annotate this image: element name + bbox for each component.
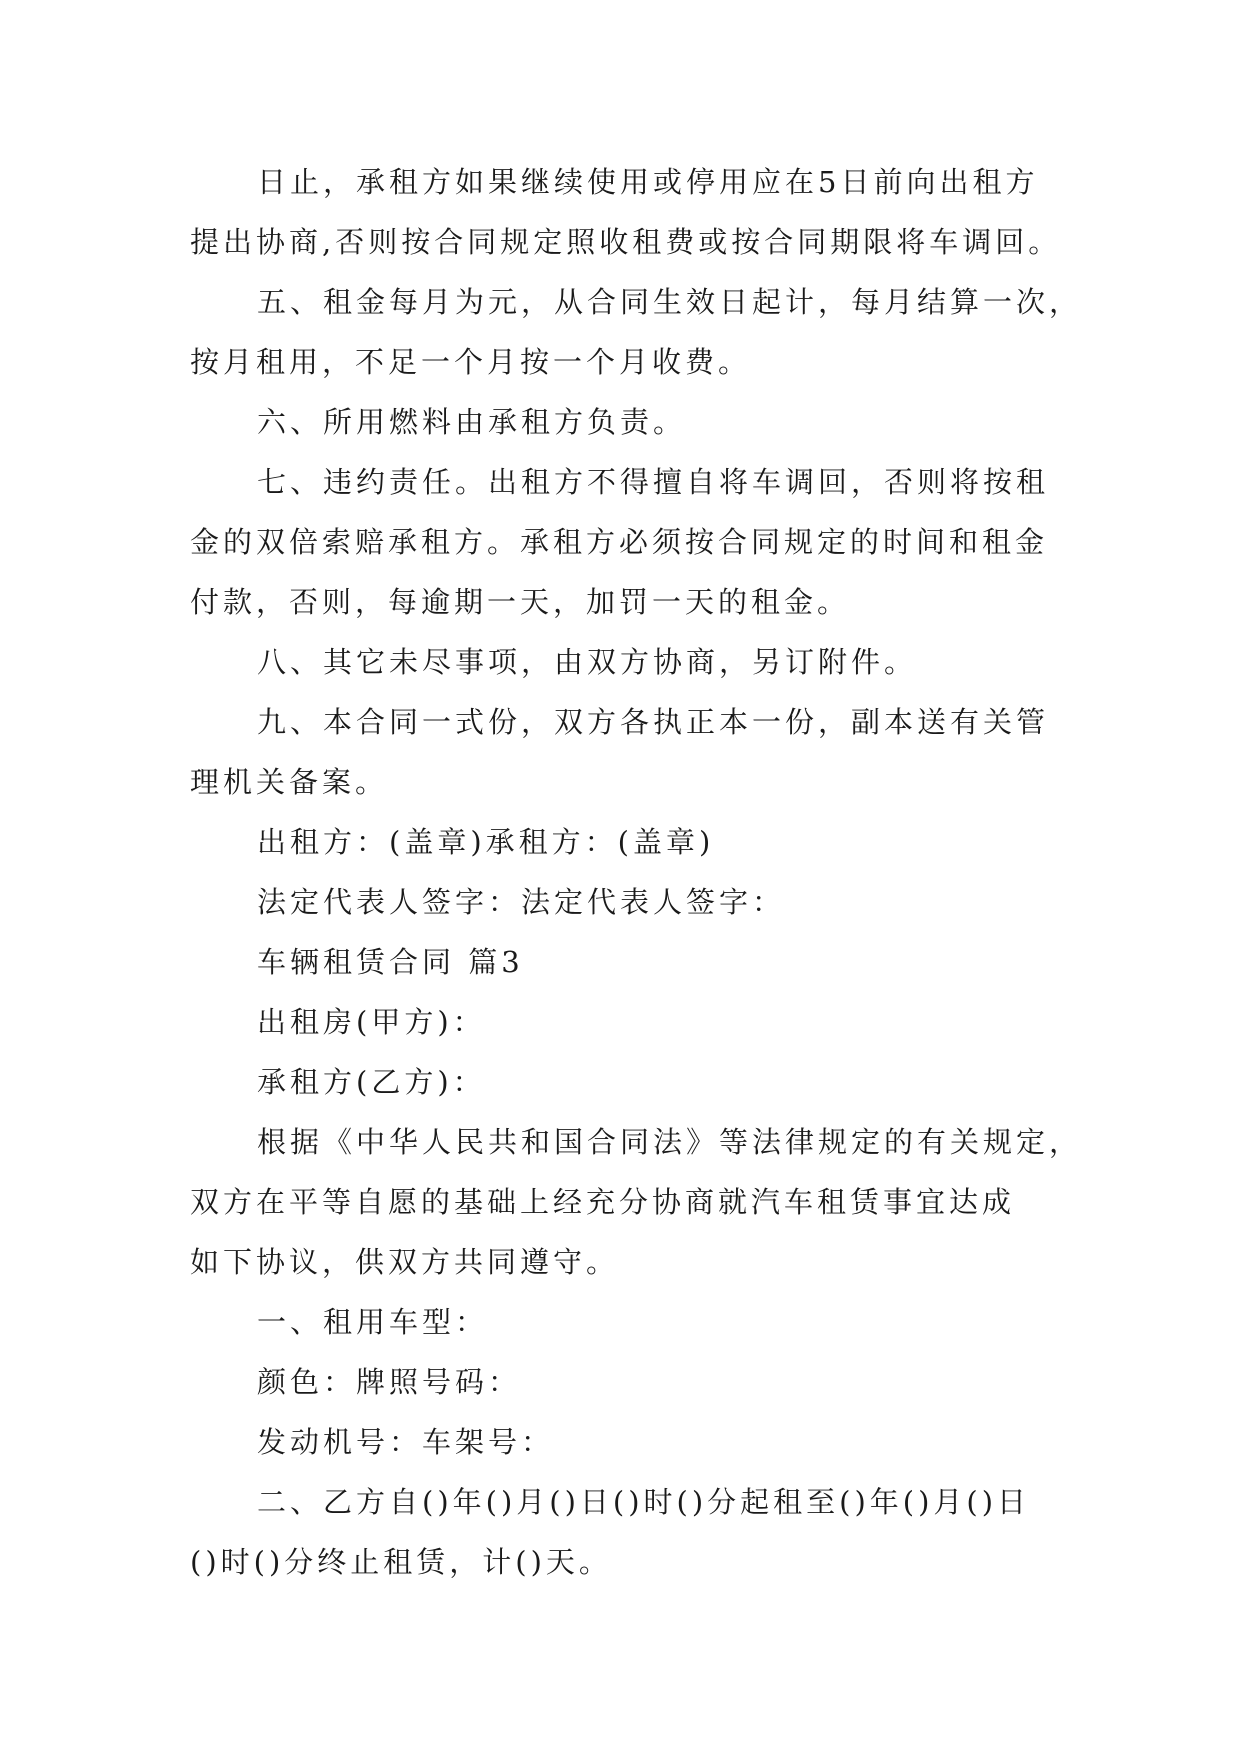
paragraph-line: 出租方：(盖章)承租方：(盖章) [257,825,715,859]
paragraph-line: 日止，承租方如果继续使用或停用应在5日前向出租方 [257,165,1039,199]
paragraph-line: 理机关备案。 [190,765,389,799]
paragraph-line: 九、本合同一式份，双方各执正本一份，副本送有关管 [257,705,1050,739]
paragraph-line: 承租方(乙方)： [257,1065,486,1099]
paragraph-line: 如下协议，供双方共同遵守。 [190,1245,620,1279]
section-heading: 车辆租赁合同 篇3 [257,945,524,979]
paragraph-line: 法定代表人签字：法定代表人签字： [257,885,786,919]
paragraph-line: ()时()分终止租赁，计()天。 [190,1545,612,1579]
paragraph-line: 按月租用，不足一个月按一个月收费。 [190,345,752,379]
paragraph-line: 出租房(甲方)： [257,1005,486,1039]
paragraph-line: 双方在平等自愿的基础上经充分协商就汽车租赁事宜达成 [190,1185,1016,1219]
paragraph-line: 金的双倍索赔承租方。承租方必须按合同规定的时间和租金 [190,525,1049,559]
paragraph-line: 一、租用车型： [257,1305,489,1339]
paragraph-line: 发动机号：车架号： [257,1425,555,1459]
paragraph-line: 六、所用燃料由承租方负责。 [257,405,687,439]
paragraph-line: 八、其它未尽事项，由双方协商，另订附件。 [257,645,918,679]
paragraph-line: 七、违约责任。出租方不得擅自将车调回，否则将按租 [257,465,1050,499]
paragraph-line: 颜色：牌照号码： [257,1365,522,1399]
paragraph-line: 根据《中华人民共和国合同法》等法律规定的有关规定， [257,1125,1083,1159]
paragraph-line: 提出协商,否则按合同规定照收租费或按合同期限将车调回。 [190,225,1062,259]
paragraph-line: 五、租金每月为元，从合同生效日起计，每月结算一次， [257,285,1083,319]
paragraph-line: 二、乙方自()年()月()日()时()分起租至()年()月()日 [257,1485,1031,1519]
paragraph-line: 付款，否则，每逾期一天，加罚一天的租金。 [190,585,851,619]
